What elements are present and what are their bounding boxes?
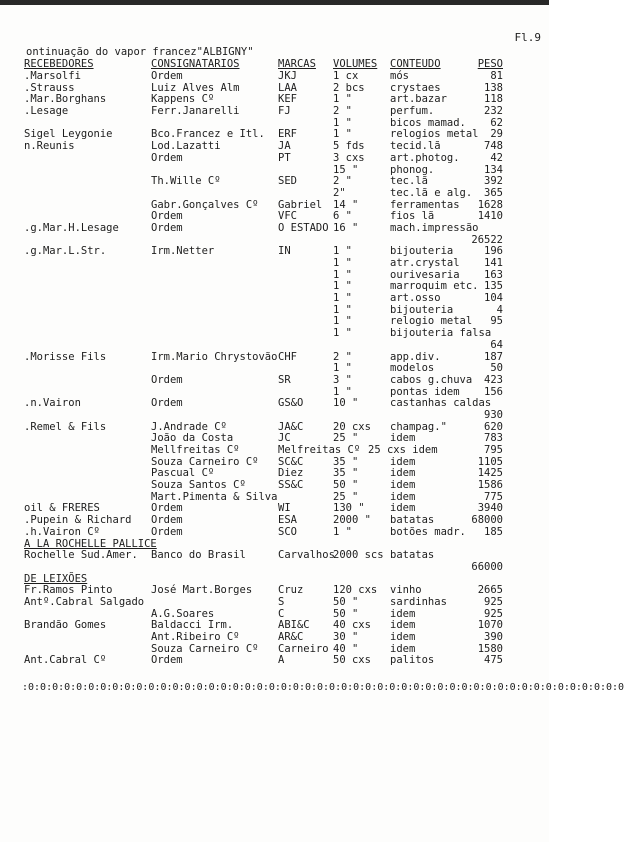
peso-cell: 620 (484, 420, 503, 433)
volume-cell: 6 " (333, 210, 352, 223)
volume-cell: 2 " (333, 350, 352, 363)
conteudo-cell: idem (390, 467, 416, 480)
table-row (0, 128, 549, 140)
recebedor-cell: oil & FRERES (24, 502, 100, 515)
peso-cell: 185 (484, 525, 503, 538)
document-title: ontinuação do vapor francez"ALBIGNY" (26, 46, 254, 58)
peso-cell: 2665 (477, 584, 503, 597)
volume-cell: 2 " (333, 105, 352, 118)
conteudo-cell: palitos (390, 654, 435, 667)
conteudo-cell: art.photog. (390, 151, 460, 164)
marca-cell: JC (278, 432, 291, 445)
table-row (0, 491, 549, 503)
consignatario-cell: Ordem (151, 514, 183, 527)
conteudo-cell: crystaes (390, 81, 441, 94)
conteudo-cell: idem (390, 490, 416, 503)
table-row (0, 421, 549, 433)
peso-cell: 783 (484, 432, 503, 445)
conteudo-cell: sardinhas (390, 595, 447, 608)
consignatario-cell: Kappens Cº (151, 93, 215, 106)
recebedor-cell: .Strauss (24, 81, 75, 94)
conteudo-cell: tec.lã e alg. (390, 186, 473, 199)
peso-cell: 187 (484, 350, 503, 363)
peso-cell: 138 (484, 81, 503, 94)
peso-cell: 163 (484, 268, 503, 281)
table-row (0, 409, 549, 421)
conteudo-cell: relogios metal (390, 128, 479, 141)
peso-cell: 365 (484, 186, 503, 199)
conteudo-cell: idem (390, 479, 416, 492)
consignatario-cell: Souza Santos Cº (151, 479, 246, 492)
table-row (0, 210, 549, 222)
conteudo-cell: cabos g.chuva (390, 373, 473, 386)
marca-cell: C (278, 607, 285, 620)
marca-cell: ABI&C (278, 619, 310, 632)
conteudo-cell: pontas idem (390, 385, 460, 398)
conteudo-cell: idem (390, 631, 416, 643)
conteudo-cell: marroquim etc. (390, 280, 479, 293)
volume-cell: 16 " (333, 221, 359, 234)
peso-cell: 423 (484, 373, 503, 386)
consignatario-cell: Pascual Cº (151, 467, 215, 480)
peso-cell: 135 (484, 280, 503, 293)
consignatario-cell: Ordem (151, 502, 183, 515)
table-row (0, 117, 549, 129)
volume-cell: 1 " (333, 315, 352, 328)
consignatario-cell: Ant.Ribeiro Cº (151, 631, 240, 643)
volume-cell: 1 " (333, 525, 352, 538)
recebedor-cell: .Morisse Fils (24, 350, 107, 363)
recebedor-cell: Brandão Gomes (24, 619, 107, 632)
header-consignatarios: CONSIGNATARIOS (151, 58, 240, 70)
table-row (0, 479, 549, 491)
volume-cell: 3 " (333, 373, 352, 386)
consignatario-cell: Ordem (151, 373, 183, 386)
consignatario-cell: Ordem (151, 654, 183, 667)
consignatario-cell: Mellfreitas Cº (151, 444, 240, 456)
conteudo-cell: ferramentas (390, 198, 460, 211)
volume-cell: 3 cxs (333, 151, 365, 164)
peso-cell: 29 (490, 128, 503, 141)
consignatario-cell: Gabr.Gonçalves Cº (151, 198, 259, 211)
peso-cell: 925 (484, 607, 503, 620)
conteudo-cell: idem (390, 502, 416, 515)
conteudo-cell: idem (390, 642, 416, 655)
volume-cell: 25 " (333, 490, 359, 503)
marca-cell: Carneiro (278, 642, 329, 655)
conteudo-cell: ourivesaria (390, 268, 460, 281)
header-conteudo: CONTEUDO (390, 58, 441, 70)
table-row (0, 327, 549, 339)
peso-cell: 42 (490, 151, 503, 164)
table-row (0, 82, 549, 94)
volume-cell: 1 " (333, 257, 352, 269)
volume-cell: 35 " (333, 467, 359, 480)
table-row (0, 70, 549, 82)
peso-cell: 134 (484, 163, 503, 176)
consignatario-cell: J.Andrade Cº (151, 420, 227, 433)
consignatario-cell: Irm.Netter (151, 245, 215, 258)
volume-cell: 1 " (333, 385, 352, 398)
consignatario-cell: Th.Wille Cº (151, 175, 221, 188)
marca-cell: ESA (278, 514, 297, 527)
marca-cell: JA (278, 140, 291, 153)
marca-cell: KEF (278, 93, 297, 106)
table-row (0, 608, 549, 620)
volume-cell: 50 " (333, 479, 359, 492)
peso-cell: 95 (490, 315, 503, 328)
recebedor-cell: .Remel & Fils (24, 420, 107, 433)
volume-cell: 50 " (333, 595, 359, 608)
recebedor-cell: A LA ROCHELLE PALLICE (24, 537, 157, 550)
marca-cell: VFC (278, 210, 297, 223)
marca-cell: LAA (278, 81, 297, 94)
conteudo-cell: bijouteria (390, 303, 454, 316)
volume-cell: 1 " (333, 93, 352, 106)
table-row (0, 152, 549, 164)
volume-cell: 20 cxs (333, 420, 371, 433)
volume-cell: 1 " (333, 292, 352, 305)
volume-cell: 1 " (333, 327, 352, 340)
peso-cell: 4 (496, 303, 503, 316)
table-row (0, 351, 549, 363)
volume-cell: 40 " (333, 642, 359, 655)
conteudo-cell: tec.lã (390, 175, 428, 188)
table-row (0, 175, 549, 187)
table-row (0, 584, 549, 596)
marca-cell: O ESTADO (278, 221, 329, 234)
recebedor-cell: n.Reunis (24, 140, 75, 153)
volume-cell: 2" (333, 186, 346, 199)
consignatario-cell: Souza Carneiro Cº (151, 455, 259, 468)
recebedor-cell: Sigel Leygonie (24, 128, 113, 141)
table-row (0, 561, 549, 573)
table-row (0, 397, 549, 409)
volume-cell: 1 " (333, 128, 352, 141)
volume-cell: 30 " (333, 631, 359, 643)
recebedor-cell: DE LEIXÕES (24, 572, 88, 585)
consignatario-cell: José Mart.Borges (151, 584, 253, 597)
marca-cell: Diez (278, 467, 304, 480)
conteudo-cell: vinho (390, 584, 422, 597)
table-row (0, 140, 549, 152)
consignatario-cell: Banco do Brasil (151, 549, 246, 562)
volume-cell: 10 " (333, 397, 359, 410)
recebedor-cell: .Mar.Borghans (24, 93, 107, 106)
column-headers (0, 58, 549, 70)
marca-cell: SED (278, 175, 297, 188)
peso-cell: 156 (484, 385, 503, 398)
table-row (0, 374, 549, 386)
consignatario-cell: Mart.Pimenta & Silva (151, 490, 278, 503)
conteudo-cell: art.osso (390, 292, 441, 305)
volume-cell: 2 " (333, 175, 352, 188)
consignatario-cell: Ordem (151, 210, 183, 223)
conteudo-cell: bijouteria (390, 245, 454, 258)
peso-cell: 196 (484, 245, 503, 258)
volume-cell: 1 " (333, 245, 352, 258)
peso-cell: 775 (484, 490, 503, 503)
table-row (0, 315, 549, 327)
consignatario-cell: Ordem (151, 151, 183, 164)
peso-cell: 390 (484, 631, 503, 643)
peso-cell: 232 (484, 105, 503, 118)
conteudo-cell: botões madr. (390, 525, 466, 538)
conteudo-cell: castanhas caldas (390, 397, 492, 410)
recebedor-cell: Rochelle Sud.Amer. (24, 549, 138, 562)
marca-cell: IN (278, 245, 291, 258)
volume-cell: 50 cxs (333, 654, 371, 667)
table-row (0, 339, 549, 351)
manifest-table (0, 70, 549, 666)
table-row (0, 432, 549, 444)
conteudo-cell: fios lã (390, 210, 435, 223)
conteudo-cell: relogio metal (390, 315, 473, 328)
table-row (0, 526, 549, 538)
peso-cell: 1580 (477, 642, 503, 655)
consignatario-cell: Baldacci Irm. (151, 619, 234, 632)
header-peso: PESO (477, 58, 503, 70)
marca-cell: A (278, 654, 285, 667)
marca-cell: Melfreitas Cº (278, 444, 361, 456)
table-row (0, 187, 549, 199)
peso-cell: 66000 (471, 560, 503, 573)
consignatario-cell: João da Costa (151, 432, 234, 445)
table-row (0, 269, 549, 281)
table-row (0, 514, 549, 526)
header-recebedores: RECEBEDORES (24, 58, 94, 70)
marca-cell: PT (278, 151, 291, 164)
volume-cell: 35 " (333, 455, 359, 468)
table-row (0, 467, 549, 479)
recebedor-cell: .Lesage (24, 105, 69, 118)
header-volumes: VOLUMES (333, 58, 378, 70)
recebedor-cell: Ant.Cabral Cº (24, 654, 107, 667)
peso-cell: 141 (484, 257, 503, 269)
table-row (0, 105, 549, 117)
conteudo-cell: bicos mamad. (390, 116, 466, 129)
peso-cell: 1410 (477, 210, 503, 223)
conteudo-cell: modelos (390, 362, 435, 375)
marca-cell: FJ (278, 105, 291, 118)
consignatario-cell: Lod.Lazatti (151, 140, 221, 153)
peso-cell: 62 (490, 116, 503, 129)
conteudo-cell: idem (390, 607, 416, 620)
peso-cell: 795 (484, 444, 503, 456)
volume-cell: 1 " (333, 362, 352, 375)
consignatario-cell: A.G.Soares (151, 607, 215, 620)
peso-cell: 475 (484, 654, 503, 667)
recebedor-cell: .g.Mar.L.Str. (24, 245, 107, 258)
peso-cell: 81 (490, 70, 503, 82)
table-row (0, 643, 549, 655)
consignatario-cell: Ferr.Janarelli (151, 105, 240, 118)
recebedor-cell: .n.Vairon (24, 397, 81, 410)
volume-cell: 2000 " (333, 514, 371, 527)
marca-cell: GS&O (278, 397, 304, 410)
conteudo-cell: idem (390, 432, 416, 445)
conteudo-cell: 25 cxs idem (368, 444, 438, 456)
section-heading-row (0, 538, 549, 550)
peso-cell: 104 (484, 292, 503, 305)
volume-cell: 5 fds (333, 140, 365, 153)
table-row (0, 199, 549, 211)
table-row (0, 654, 549, 666)
recebedor-cell: .h.Vairon Cº (24, 525, 100, 538)
conteudo-cell: app.div. (390, 350, 441, 363)
table-row (0, 245, 549, 257)
peso-cell: 1070 (477, 619, 503, 632)
marca-cell: AR&C (278, 631, 304, 643)
consignatario-cell: Souza Carneiro Cº (151, 642, 259, 655)
marca-cell: WI (278, 502, 291, 515)
table-row (0, 222, 549, 234)
marca-cell: JKJ (278, 70, 297, 82)
consignatario-cell: Ordem (151, 525, 183, 538)
table-row (0, 280, 549, 292)
folio-number: Fl.9 (514, 31, 541, 44)
peso-cell: 1628 (477, 198, 503, 211)
conteudo-cell: atr.crystal (390, 257, 460, 269)
conteudo-cell: art.bazar (390, 93, 447, 106)
peso-cell: 68000 (471, 514, 503, 527)
marca-cell: JA&C (278, 420, 304, 433)
peso-cell: 1425 (477, 467, 503, 480)
volume-cell: 25 " (333, 432, 359, 445)
marca-cell: Carvalhos (278, 549, 335, 562)
marca-cell: Cruz (278, 584, 304, 597)
footer-separator: :0:0:0:0:0:0:0:0:0:0:0:0:0:0:0:0:0:0:0:0:0:0:0:0:0:0:0:0:0:0:0:0:0:0:0:0:0:0:0:0:0:0:0:0:0:0:0:0:0:0 (22, 682, 624, 693)
table-row (0, 502, 549, 514)
volume-cell: 14 " (333, 198, 359, 211)
header-marcas: MARCAS (278, 58, 316, 70)
conteudo-cell: mós (390, 70, 409, 82)
conteudo-cell: bijouteria falsa (390, 327, 492, 340)
table-row (0, 596, 549, 608)
volume-cell: 2000 scs (333, 549, 384, 562)
table-row (0, 93, 549, 105)
consignatario-cell: Bco.Francez e Itl. (151, 128, 265, 141)
peso-cell: 1586 (477, 479, 503, 492)
table-row (0, 386, 549, 398)
table-row (0, 257, 549, 269)
marca-cell: CHF (278, 350, 297, 363)
volume-cell: 130 " (333, 502, 365, 515)
volume-cell: 120 cxs (333, 584, 378, 597)
volume-cell: 15 " (333, 163, 359, 176)
recebedor-cell: Antº.Cabral Salgado (24, 595, 145, 608)
table-row (0, 631, 549, 643)
peso-cell: 64 (490, 338, 503, 351)
table-row (0, 619, 549, 631)
volume-cell: 40 cxs (333, 619, 371, 632)
table-row (0, 164, 549, 176)
recebedor-cell: .Marsolfi (24, 70, 81, 82)
conteudo-cell: batatas (390, 549, 435, 562)
table-row (0, 362, 549, 374)
marca-cell: SR (278, 373, 291, 386)
section-heading-row (0, 573, 549, 585)
marca-cell: SC&C (278, 455, 304, 468)
volume-cell: 1 cx (333, 70, 359, 82)
table-row (0, 234, 549, 246)
volume-cell: 1 " (333, 268, 352, 281)
top-edge-shadow (0, 0, 549, 8)
volume-cell: 1 " (333, 303, 352, 316)
marca-cell: Gabriel (278, 198, 323, 211)
conteudo-cell: idem (390, 619, 416, 632)
conteudo-cell: batatas (390, 514, 435, 527)
conteudo-cell: perfum. (390, 105, 435, 118)
consignatario-cell: Luiz Alves Alm (151, 81, 240, 94)
consignatario-cell: Ordem (151, 70, 183, 82)
table-row (0, 456, 549, 468)
peso-cell: 50 (490, 362, 503, 375)
table-row (0, 549, 549, 561)
peso-cell: 748 (484, 140, 503, 153)
consignatario-cell: Ordem (151, 397, 183, 410)
marca-cell: S (278, 595, 285, 608)
volume-cell: 1 " (333, 280, 352, 293)
table-row (0, 444, 549, 456)
peso-cell: 3940 (477, 502, 503, 515)
consignatario-cell: Ordem (151, 221, 183, 234)
marca-cell: ERF (278, 128, 297, 141)
volume-cell: 50 " (333, 607, 359, 620)
peso-cell: 925 (484, 595, 503, 608)
conteudo-cell: tecid.lã (390, 140, 441, 153)
peso-cell: 392 (484, 175, 503, 188)
recebedor-cell: .Pupein & Richard (24, 514, 132, 527)
conteudo-cell: phonog. (390, 163, 435, 176)
conteudo-cell: mach.impressão (390, 221, 479, 234)
marca-cell: SCO (278, 525, 297, 538)
volume-cell: 1 " (333, 116, 352, 129)
conteudo-cell: idem (390, 455, 416, 468)
recebedor-cell: Fr.Ramos Pinto (24, 584, 113, 597)
peso-cell: 930 (484, 408, 503, 421)
peso-cell: 1105 (477, 455, 503, 468)
volume-cell: 2 bcs (333, 81, 365, 94)
table-row (0, 304, 549, 316)
consignatario-cell: Irm.Mario Chrystovão (151, 350, 278, 363)
peso-cell: 118 (484, 93, 503, 106)
recebedor-cell: .g.Mar.H.Lesage (24, 221, 119, 234)
marca-cell: SS&C (278, 479, 304, 492)
conteudo-cell: champag." (390, 420, 447, 433)
peso-cell: 26522 (471, 233, 503, 246)
table-row (0, 292, 549, 304)
